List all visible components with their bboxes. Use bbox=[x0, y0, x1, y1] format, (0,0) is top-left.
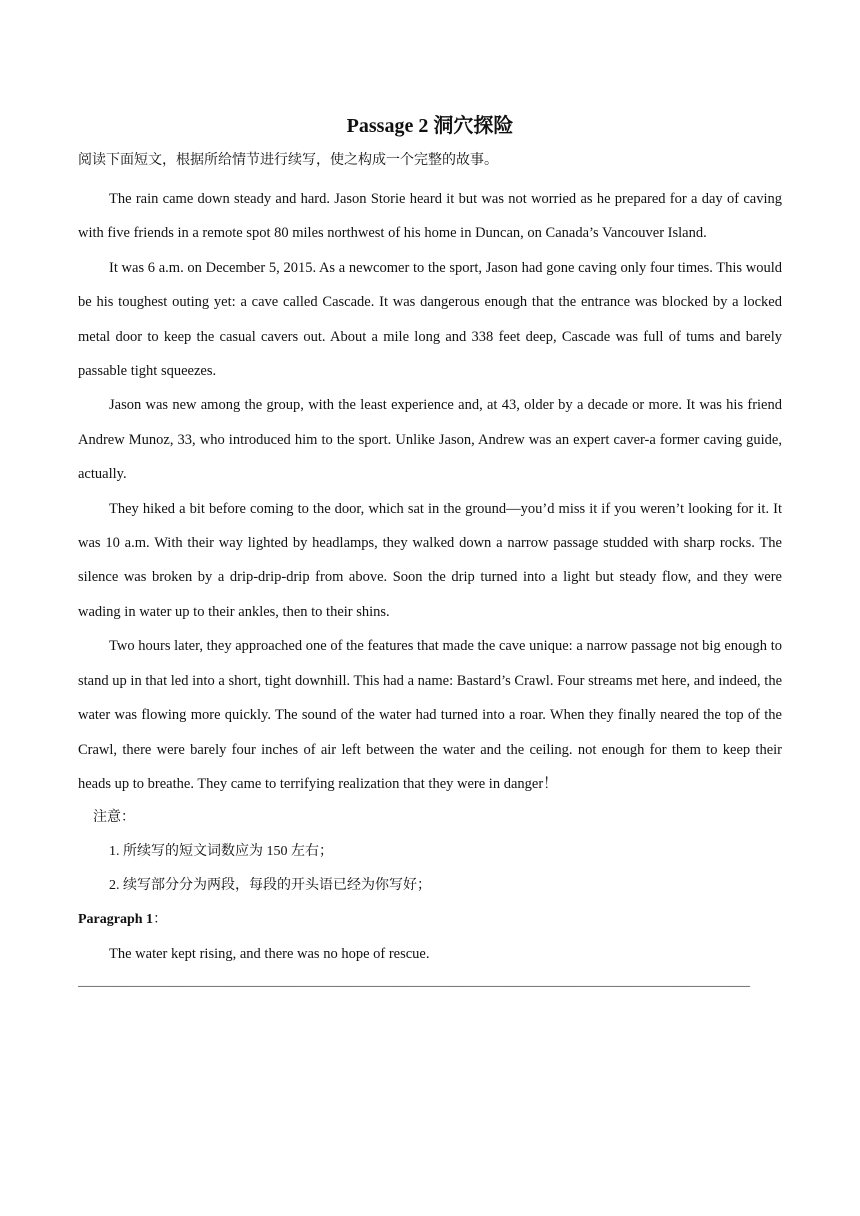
story-paragraph-1: The rain came down steady and hard. Jason Storie heard it but was not worried as he prepared for a day of caving with five friends in a remote spot 80 miles northwest of his home in Duncan, on Canada’s Vancouver Island. bbox=[78, 191, 782, 242]
story-paragraph-3: Jason was new among the group, with the least experience and, at 43, older by a decade or more. It was his friend Andrew Munoz, 33, who introduced him to the sport. Unlike Jason, Andrew was an expert caver-a former caving guide, actually. bbox=[78, 397, 782, 483]
paragraph-1-heading bbox=[78, 903, 782, 937]
notes-heading: 注意： bbox=[93, 810, 135, 826]
story-paragraph-2: It was 6 a.m. on December 5, 2015. As a newcomer to the sport, Jason had gone caving only four times. This would be his toughest outing yet: a cave called Cascade. It was dangerous enough that the entrance was blocked by a locked metal door to keep the casual cavers out. About a mile long and 338 feet deep, Cascade was full of tums and barely passable tight squeezes. bbox=[78, 259, 782, 380]
task-instruction: 阅读下面短文，根据所给情节进行续写，使之构成一个完整的故事。 bbox=[78, 153, 498, 168]
story-paragraph-5: Two hours later, they approached one of the features that made the cave unique: a narrow passage not big enough to stand up in that led into a short, tight downhill. This had a name: Bastard’s Crawl. Four streams met here, and indeed, the water was flowing more quickly. The sound of the water had turned into a roar. When they finally neared the top of the Crawl, there were barely four inches of air left between the water and the ceiling. not enough for them to keep their heads up to breathe. They came to terrifying realization that they were in danger！ bbox=[78, 638, 782, 792]
passage-title: Passage 2 洞穴探险 bbox=[346, 115, 514, 137]
story-paragraph-4: They hiked a bit before coming to the door, which sat in the ground—you’d miss it if you weren’t looking for it. It was 10 a.m. With their way lighted by headlamps, they walked down a narrow passage studded with sharp rocks. The silence was broken by a drip-drip-drip from above. Soon the drip turned into a light but steady flow, and they were wading in water up to their ankles, then to their shins. bbox=[78, 500, 782, 620]
paragraph-1-heading-colon: ： bbox=[153, 912, 168, 928]
note-item-two-paragraphs: 2. 续写部分分为两段，每段的开头语已经为你写好； bbox=[109, 878, 431, 894]
document-page bbox=[78, 108, 782, 993]
paragraph-1-opening: The water kept rising, and there was no hope of rescue. bbox=[109, 946, 430, 963]
note-item-word-count: 1. 所续写的短文词数应为 150 左右； bbox=[109, 844, 333, 860]
paragraph-1-heading-text: Paragraph 1 bbox=[78, 912, 154, 928]
answer-line[interactable]: ________________________________________________________________________________________________ bbox=[78, 974, 750, 990]
